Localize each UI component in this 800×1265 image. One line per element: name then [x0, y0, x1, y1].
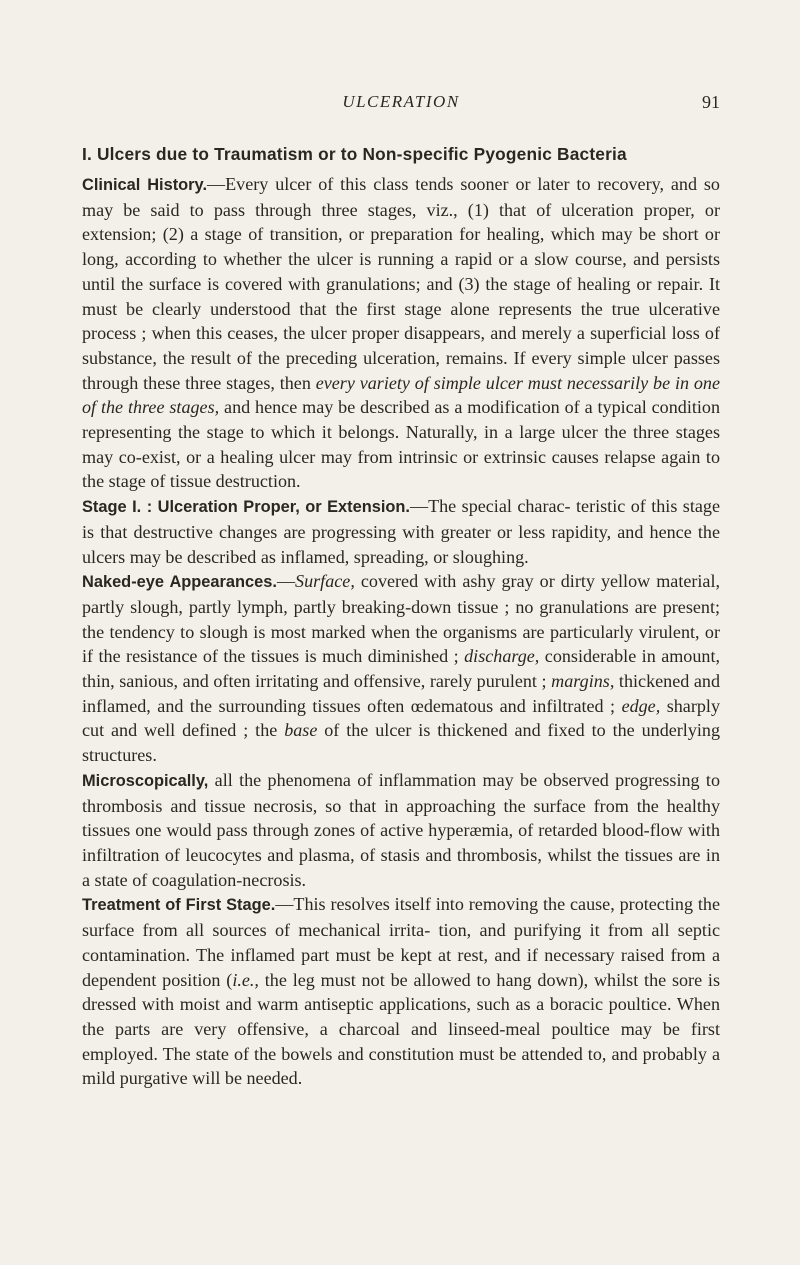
running-head	[82, 92, 720, 118]
page-number: 91	[702, 92, 720, 112]
naked-eye-text-3: thickened and inflamed, and the surrounding tissues often œdematous and infiltrated ;	[82, 671, 720, 716]
naked-eye-italic-4: edge,	[621, 695, 661, 716]
naked-eye-text-4: sharply cut and well defined ; the	[82, 695, 720, 741]
lead-microscopically: Microscopically,	[82, 771, 209, 790]
treatment-text-2: the leg must not be allowed to hang down), whilst the sore is dressed with moist and warm antiseptic applications, such as a boracic poultice. When the parts are very offensive, a charcoal and linseed-meal poultice may be first employed. The state of the bowels and constitution must be attended to, and probably a mild purgative will be needed.	[82, 969, 720, 1089]
microscopic-text-1: all the phenomena of inflammation may be observed progressing to thrombosis and tissue necrosis, so that in approaching the surface from the healthy tissues one would pass through zones of active hyperæmia, of retarded blood-flow with infiltration of leucocytes and plasma, of stasis and thrombosis, whilst the tissues are in a state of coagulation-necrosis.	[82, 769, 720, 890]
treatment-italic-1: i.e.,	[232, 969, 259, 990]
naked-eye-text-5: of the ulcer is thickened and fixed to the underlying structures.	[82, 720, 720, 766]
clinical-text-1: —Every ulcer of this class tends sooner or later to recovery, and so may be said to pass through three stages, viz., (1) that of ulceration proper, or extension; (2) a stage of transition, or preparation for healing, which may be short or long, according to whether the ulcer is running a rapid or a slow course, and persists until the surface is covered with granulations; and (3) the stage of healing or repair. It must be clearly understood that the first stage alone represents the true ulcerative process ; when this ceases, the ulcer proper disappears, and merely a superficial loss of substance, the result of the preceding ulceration, remains. If every simple ulcer passes through these three stages, then	[82, 174, 720, 393]
treatment-text-1: —This resolves itself into removing the cause, protecting the surface from all sources of mechanical irrita- tion, and purifying it from all septic contamination. The inflamed part must be kept at rest, and if necessary raised from a dependent position (	[82, 894, 720, 990]
running-title: ULCERATION	[342, 92, 460, 111]
lead-clinical-history: Clinical History.	[82, 176, 208, 194]
paragraph-microscopically	[82, 768, 720, 893]
lead-naked-eye: Naked-eye Appearances.	[82, 573, 277, 592]
stage1-text-1: —The special charac- teristic of this stage is that destructive changes are progressing with greater or less rapidity, and hence the ulcers may be described as inflamed, spreading, or sloughing.	[82, 496, 720, 567]
lead-treatment: Treatment of First Stage.	[82, 896, 276, 915]
naked-eye-text-1: covered with ashy gray or dirty yellow material, partly slough, partly lymph, partly breaking-down tissue ; no granulations are present; the tendency to slough is most marked when the organisms are particularly virulent, or if the resistance of the tissues is much diminished ;	[82, 571, 721, 667]
lead-stage-one: Stage I. : Ulceration Proper, or Extension.	[82, 498, 410, 517]
naked-eye-text-2: considerable in amount, thin, sanious, and often irritating and offensive, rarely purulent ;	[82, 646, 720, 692]
naked-eye-italic-1: Surface,	[295, 571, 355, 592]
clinical-italic-1: every variety of simple ulcer must necessarily be in one of the three stages,	[82, 372, 720, 418]
naked-eye-italic-2: discharge,	[464, 646, 540, 667]
section-title: I. Ulcers due to Traumatism or to Non-specific Pyogenic Bacteria	[82, 144, 627, 164]
clinical-text-2: and hence may be described as a modification of a typical condition representing the stage to which it belongs. Naturally, in a large ulcer the three stages may co-exist, or a healing ulcer may from intrinsic or extrinsic causes relapse again to the stage of tissue destruction.	[82, 397, 720, 492]
naked-eye-italic-5: base	[284, 720, 318, 741]
paragraph-clinical-history	[82, 172, 720, 494]
paragraph-naked-eye	[82, 569, 720, 768]
paragraph-treatment	[82, 892, 720, 1091]
naked-eye-italic-3: margins,	[551, 671, 615, 692]
naked-eye-text-0: —	[276, 571, 296, 592]
paragraph-stage-one	[82, 494, 720, 569]
